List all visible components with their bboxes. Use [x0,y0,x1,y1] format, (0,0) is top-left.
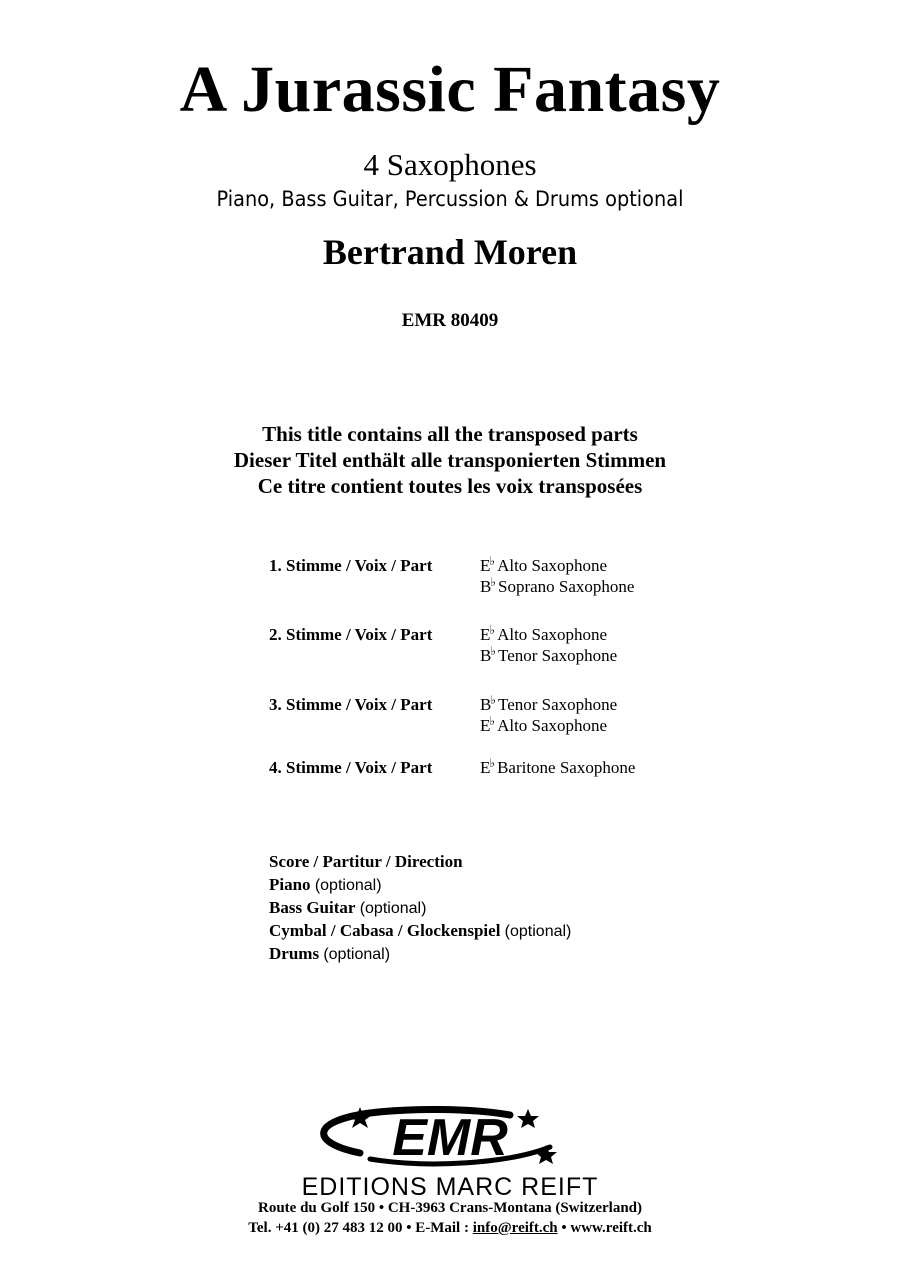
notice-french: Ce titre contient toutes les voix transposées [257,474,643,498]
ensemble-subtitle: 4 Saxophones [363,147,537,182]
part-instruments [480,758,635,779]
notice-german: Dieser Titel enthält alle transponierten Stimmen [233,448,667,472]
logo-text: EMR [392,1109,508,1167]
publisher-address: Route du Golf 150 • CH-3963 Crans-Montana (Switzerland) [258,1200,642,1216]
email-link[interactable]: info@reift.ch [472,1220,558,1236]
emr-logo-icon [300,1103,600,1175]
part-instrument: E♭ Alto Saxophone [480,623,608,644]
extra-item: Score / Partitur / Direction [269,852,463,871]
flat-sign-icon: ♭ [489,714,496,728]
flat-sign-icon: ♭ [490,644,497,658]
publisher-contact: Tel. +41 (0) 27 483 12 00 • E-Mail : info@reift.ch • www.reift.ch [248,1220,652,1236]
extra-item: Drums (optional) [269,944,391,963]
part-instrument: E♭ Alto Saxophone [480,714,608,735]
publisher-name: EDITIONS MARC REIFT [301,1173,599,1201]
extra-item: Piano (optional) [269,875,382,894]
part-label: 3. Stimme / Voix / Part [269,695,433,714]
notice-english: This title contains all the transposed parts [262,422,638,446]
page-title: A Jurassic Fantasy [179,53,721,126]
part-label: 1. Stimme / Voix / Part [269,556,433,575]
part-label: 4. Stimme / Voix / Part [269,758,433,777]
part-instrument: B♭ Soprano Saxophone [480,575,635,596]
flat-sign-icon: ♭ [489,554,496,568]
flat-sign-icon: ♭ [489,623,496,637]
part-instrument: E♭ Alto Saxophone [480,554,608,575]
part-instruments [480,625,617,667]
part-instruments [480,695,617,737]
catalog-number: EMR 80409 [401,310,499,331]
flat-sign-icon: ♭ [489,756,496,770]
part-instrument: E♭ Baritone Saxophone [480,756,636,777]
instrumentation-line: Piano, Bass Guitar, Percussion & Drums optional [216,187,684,211]
extra-item: Bass Guitar (optional) [269,898,427,917]
flat-sign-icon: ♭ [490,693,497,707]
part-instrument: B♭ Tenor Saxophone [480,644,618,665]
flat-sign-icon: ♭ [490,575,497,589]
part-instruments [480,556,634,598]
part-instrument: B♭ Tenor Saxophone [480,693,618,714]
part-label: 2. Stimme / Voix / Part [269,625,433,644]
composer-name: Bertrand Moren [322,232,578,272]
extra-item: Cymbal / Cabasa / Glockenspiel (optional) [269,921,572,940]
